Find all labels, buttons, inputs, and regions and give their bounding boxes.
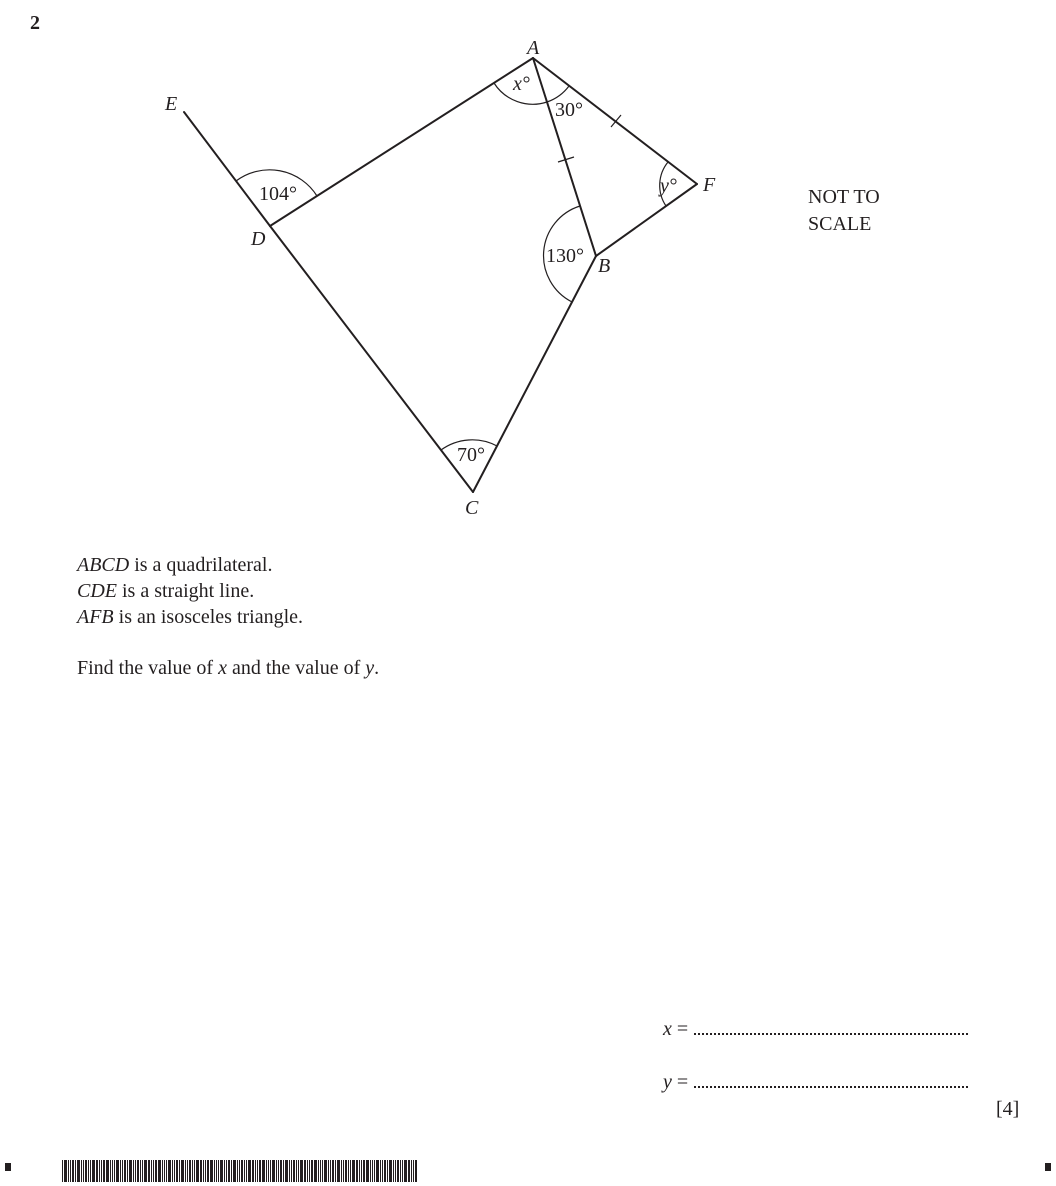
barcode-bar <box>166 1160 167 1182</box>
barcode-bar <box>380 1160 381 1182</box>
barcode-bar <box>127 1160 128 1182</box>
answer-line-x[interactable] <box>663 1018 968 1041</box>
barcode-bar <box>376 1160 379 1182</box>
barcode-bar <box>298 1160 299 1182</box>
barcode-bar <box>397 1160 399 1182</box>
barcode-bar <box>129 1160 132 1182</box>
vertex-label-A: A <box>527 37 540 59</box>
barcode-bar <box>348 1160 349 1182</box>
barcode-bar <box>304 1160 306 1182</box>
barcode-bar <box>101 1160 102 1182</box>
barcode-bar <box>402 1160 403 1182</box>
barcode-bar <box>110 1160 111 1182</box>
barcode-bar <box>162 1160 163 1182</box>
barcode-bar <box>205 1160 206 1182</box>
fact-name: ABCD <box>77 554 130 576</box>
barcode-bar <box>262 1160 265 1182</box>
barcode-bar <box>83 1160 84 1182</box>
barcode-bar <box>387 1160 388 1182</box>
line-AB <box>533 58 596 256</box>
barcode-bar <box>153 1160 154 1182</box>
vertex-label-B: B <box>598 255 611 277</box>
barcode-bar <box>210 1160 213 1182</box>
barcode-bar <box>214 1160 215 1182</box>
barcode-bar <box>176 1160 178 1182</box>
angle-label-30: 30° <box>555 99 583 121</box>
barcode-bar <box>395 1160 396 1182</box>
question-number: 2 <box>30 12 40 34</box>
fact-name: CDE <box>77 580 117 602</box>
barcode-bar <box>164 1160 165 1182</box>
barcode-bar <box>192 1160 193 1182</box>
barcode-bar <box>411 1160 412 1182</box>
fact-text: is an isosceles triangle. <box>113 606 304 628</box>
fact-name: AFB <box>77 606 114 628</box>
angle-label-y: y° <box>660 175 677 197</box>
barcode-bar <box>343 1160 344 1182</box>
barcode-bar <box>374 1160 375 1182</box>
barcode-bar <box>68 1160 69 1182</box>
barcode-bar <box>318 1160 319 1182</box>
barcode-bar <box>241 1160 243 1182</box>
barcode-bar <box>239 1160 240 1182</box>
barcode-bar <box>278 1160 279 1182</box>
barcode-bar <box>307 1160 308 1182</box>
barcode-bar <box>103 1160 105 1182</box>
barcode-bar <box>148 1160 150 1182</box>
barcode <box>62 1160 417 1182</box>
scale-note-line-2: SCALE <box>808 213 872 235</box>
angle-label-C: 70° <box>457 444 485 466</box>
barcode-bar <box>320 1160 321 1182</box>
barcode-bar <box>322 1160 323 1182</box>
barcode-bar <box>268 1160 269 1182</box>
barcode-bar <box>324 1160 327 1182</box>
barcode-bar <box>291 1160 292 1182</box>
answer-var: y <box>663 1071 672 1093</box>
barcode-bar <box>70 1160 71 1182</box>
barcode-bar <box>85 1160 87 1182</box>
barcode-bar <box>81 1160 82 1182</box>
barcode-bar <box>352 1160 355 1182</box>
barcode-bar <box>328 1160 329 1182</box>
answer-equals: = <box>671 1018 689 1040</box>
answer-var: x <box>663 1018 672 1040</box>
barcode-bar <box>112 1160 113 1182</box>
barcode-bar <box>144 1160 147 1182</box>
barcode-bar <box>382 1160 383 1182</box>
barcode-bar <box>413 1160 414 1182</box>
line-ED <box>184 112 270 226</box>
barcode-bar <box>272 1160 275 1182</box>
angle-label-D: 104° <box>259 183 297 205</box>
vertex-label-F: F <box>703 174 716 196</box>
barcode-bar <box>252 1160 254 1182</box>
vertex-label-E: E <box>165 93 178 115</box>
barcode-bar <box>335 1160 336 1182</box>
barcode-bar <box>120 1160 121 1182</box>
barcode-bar <box>135 1160 136 1182</box>
barcode-bar <box>370 1160 371 1182</box>
barcode-bar <box>237 1160 238 1182</box>
barcode-bar <box>244 1160 245 1182</box>
barcode-bar <box>246 1160 247 1182</box>
barcode-bar <box>155 1160 157 1182</box>
barcode-bar <box>359 1160 360 1182</box>
barcode-bar <box>296 1160 297 1182</box>
barcode-bar <box>309 1160 310 1182</box>
fact-line <box>77 604 303 630</box>
barcode-bar <box>179 1160 180 1182</box>
barcode-bar <box>181 1160 184 1182</box>
barcode-bar <box>77 1160 80 1182</box>
answer-line-y[interactable] <box>663 1071 968 1094</box>
barcode-bar <box>372 1160 373 1182</box>
barcode-bar <box>216 1160 217 1182</box>
barcode-bar <box>363 1160 365 1182</box>
barcode-bar <box>133 1160 134 1182</box>
scale-note-line-1: NOT TO <box>808 186 880 208</box>
barcode-bar <box>300 1160 303 1182</box>
barcode-bar <box>200 1160 202 1182</box>
barcode-bar <box>226 1160 227 1182</box>
barcode-bar <box>289 1160 290 1182</box>
barcode-bar <box>220 1160 223 1182</box>
barcode-bar <box>276 1160 277 1182</box>
barcode-bar <box>283 1160 284 1182</box>
barcode-bar <box>72 1160 74 1182</box>
barcode-bar <box>151 1160 152 1182</box>
barcode-bar <box>142 1160 143 1182</box>
barcode-bar <box>259 1160 261 1182</box>
barcode-bar <box>311 1160 313 1182</box>
barcode-bar <box>185 1160 186 1182</box>
barcode-bar <box>231 1160 232 1182</box>
fact-text: is a quadrilateral. <box>129 554 273 576</box>
barcode-bar <box>207 1160 209 1182</box>
barcode-bar <box>172 1160 173 1182</box>
barcode-bar <box>106 1160 109 1182</box>
barcode-bar <box>280 1160 282 1182</box>
barcode-bar <box>196 1160 199 1182</box>
barcode-bar <box>62 1160 63 1182</box>
barcode-bar <box>337 1160 340 1182</box>
barcode-bar <box>124 1160 126 1182</box>
answer-dotted-line[interactable] <box>694 1072 968 1088</box>
barcode-bar <box>194 1160 195 1182</box>
vertex-label-C: C <box>465 497 479 519</box>
barcode-bar <box>187 1160 188 1182</box>
corner-mark-right <box>1045 1163 1051 1171</box>
task-instruction: Find the value of x and the value of y. <box>77 657 380 679</box>
barcode-bar <box>116 1160 119 1182</box>
barcode-bar <box>361 1160 362 1182</box>
geometry-diagram <box>0 0 1056 530</box>
barcode-bar <box>90 1160 91 1182</box>
barcode-bar <box>228 1160 230 1182</box>
barcode-bar <box>404 1160 407 1182</box>
barcode-bar <box>285 1160 288 1182</box>
vertex-label-D: D <box>251 228 266 250</box>
barcode-bar <box>137 1160 139 1182</box>
barcode-bar <box>218 1160 219 1182</box>
barcode-bar <box>257 1160 258 1182</box>
barcode-bar <box>158 1160 161 1182</box>
given-facts <box>77 552 303 630</box>
barcode-bar <box>330 1160 331 1182</box>
barcode-bar <box>88 1160 89 1182</box>
barcode-bar <box>96 1160 98 1182</box>
line-CD <box>270 226 473 492</box>
barcode-bar <box>224 1160 225 1182</box>
barcode-bar <box>341 1160 342 1182</box>
line-AF <box>533 58 697 184</box>
barcode-bar <box>168 1160 171 1182</box>
barcode-bar <box>314 1160 317 1182</box>
barcode-bar <box>92 1160 95 1182</box>
barcode-bar <box>408 1160 410 1182</box>
answer-equals: = <box>671 1071 689 1093</box>
barcode-bar <box>233 1160 236 1182</box>
barcode-bar <box>415 1160 417 1182</box>
fact-line <box>77 578 303 604</box>
barcode-bar <box>356 1160 358 1182</box>
fact-line <box>77 552 303 578</box>
line-FB <box>596 184 697 256</box>
barcode-bar <box>400 1160 401 1182</box>
barcode-bar <box>114 1160 115 1182</box>
fact-text: is a straight line. <box>117 580 255 602</box>
barcode-bar <box>266 1160 267 1182</box>
barcode-bar <box>384 1160 386 1182</box>
line-BC <box>473 256 596 492</box>
barcode-bar <box>350 1160 351 1182</box>
marks-allocation: [4] <box>996 1098 1020 1120</box>
barcode-bar <box>270 1160 271 1182</box>
barcode-bar <box>393 1160 394 1182</box>
answer-dotted-line[interactable] <box>694 1019 968 1035</box>
barcode-bar <box>64 1160 67 1182</box>
angle-label-x: x° <box>513 73 530 95</box>
barcode-bar <box>99 1160 100 1182</box>
barcode-bar <box>332 1160 334 1182</box>
barcode-bar <box>122 1160 123 1182</box>
barcode-bar <box>174 1160 175 1182</box>
barcode-bar <box>140 1160 141 1182</box>
corner-mark-left <box>5 1163 11 1171</box>
line-DA <box>270 58 533 226</box>
barcode-bar <box>75 1160 76 1182</box>
barcode-bar <box>189 1160 191 1182</box>
barcode-bar <box>255 1160 256 1182</box>
barcode-bar <box>345 1160 347 1182</box>
barcode-bar <box>203 1160 204 1182</box>
barcode-bar <box>389 1160 392 1182</box>
barcode-bar <box>293 1160 295 1182</box>
barcode-bar <box>248 1160 251 1182</box>
angle-label-B: 130° <box>546 245 584 267</box>
not-to-scale-note <box>808 184 880 238</box>
barcode-bar <box>366 1160 369 1182</box>
